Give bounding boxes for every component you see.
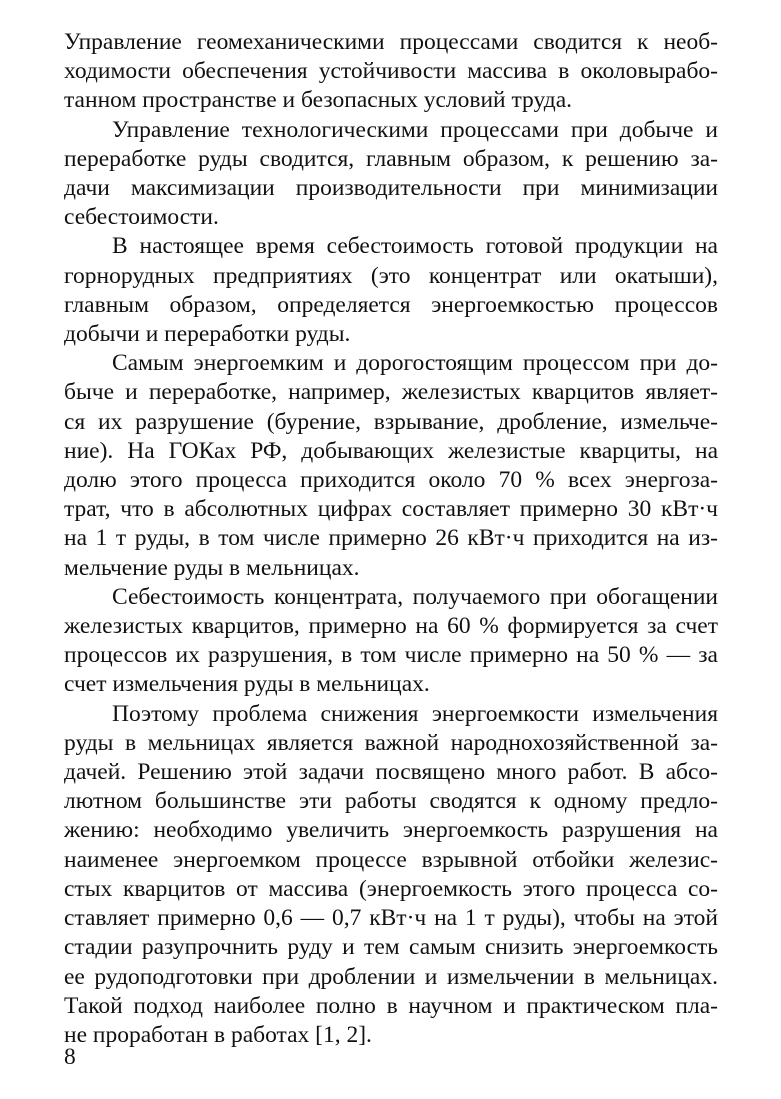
text-line: на 1 т руды, в том числе примерно 26 кВт·ч приходится на из- xyxy=(64,525,718,552)
text-line: В настоящее время себестоимость готовой продукции на xyxy=(112,233,718,260)
text-line: долю этого процесса приходится около 70 % всех энергоза- xyxy=(64,467,718,494)
text-line: ее рудоподготовки при дроблении и измельчении в мельницах. xyxy=(64,963,718,990)
text-line: переработке руды сводится, главным образом, к решению за- xyxy=(64,145,718,172)
text-line: Себестоимость концентрата, получаемого при обогащении xyxy=(112,583,718,610)
text-line: ставляет примерно 0,6 — 0,7 кВт·ч на 1 т руды), чтобы на этой xyxy=(64,905,718,932)
paragraph-5 xyxy=(64,583,718,700)
text-line: руды в мельницах является важной народнохозяйственной за- xyxy=(64,729,718,756)
text-line: счет измельчения руды в мельницах. xyxy=(64,671,430,698)
page-number: 8 xyxy=(64,1044,76,1070)
text-line: Такой подход наиболее полно в научном и практическом пла- xyxy=(64,992,718,1019)
text-line: ние). На ГОКах РФ, добывающих железистые кварциты, на xyxy=(64,437,718,464)
page-body xyxy=(64,28,718,1050)
text-line: ходимости обеспечения устойчивости массива в околовырабо- xyxy=(64,58,718,85)
text-line: добычи и переработки руды. xyxy=(64,321,351,348)
text-line: Управление технологическими процессами при добыче и xyxy=(112,116,718,143)
paragraph-2 xyxy=(64,116,718,233)
paragraph-4 xyxy=(64,349,718,583)
text-line: мельчение руды в мельницах. xyxy=(64,554,360,581)
text-line: быче и переработке, например, железистых кварцитов являет- xyxy=(64,379,718,406)
text-line: Самым энергоемким и дорогостоящим процессом при до- xyxy=(112,350,718,377)
text-line: дачи максимизации производительности при минимизации xyxy=(64,175,718,202)
text-line: процессов их разрушения, в том числе примерно на 50 % — за xyxy=(64,642,718,669)
paragraph-1 xyxy=(64,28,718,116)
text-line: трат, что в абсолютных цифрах составляет примерно 30 кВт·ч xyxy=(64,496,718,523)
text-line: себестоимости. xyxy=(64,204,219,231)
text-line: железистых кварцитов, примерно на 60 % формируется за счет xyxy=(64,613,718,640)
text-line: Управление геомеханическими процессами сводится к необ- xyxy=(64,29,718,55)
text-line: дачей. Решению этой задачи посвящено много работ. В абсо- xyxy=(64,759,718,786)
text-line: лютном большинстве эти работы сводятся к одному предло- xyxy=(64,788,718,815)
paragraph-6 xyxy=(64,700,718,1050)
text-line: горнорудных предприятиях (это концентрат или окатыши), xyxy=(64,262,718,289)
text-line: стадии разупрочнить руду и тем самым снизить энергоемкость xyxy=(64,934,718,961)
text-line: стых кварцитов от массива (энергоемкость этого процесса со- xyxy=(64,875,718,902)
text-line: не проработан в работах [1, 2]. xyxy=(64,1021,372,1048)
text-line: главным образом, определяется энергоемкостью процессов xyxy=(64,291,718,318)
text-line: Поэтому проблема снижения энергоемкости измельчения xyxy=(112,700,718,727)
text-line: ся их разрушение (бурение, взрывание, дробление, измельче- xyxy=(64,408,718,435)
text-line: наименее энергоемком процессе взрывной отбойки железис- xyxy=(64,846,718,873)
paragraph-3 xyxy=(64,232,718,349)
text-line: жению: необходимо увеличить энергоемкость разрушения на xyxy=(64,817,718,844)
text-line: танном пространстве и безопасных условий труда. xyxy=(64,87,573,114)
